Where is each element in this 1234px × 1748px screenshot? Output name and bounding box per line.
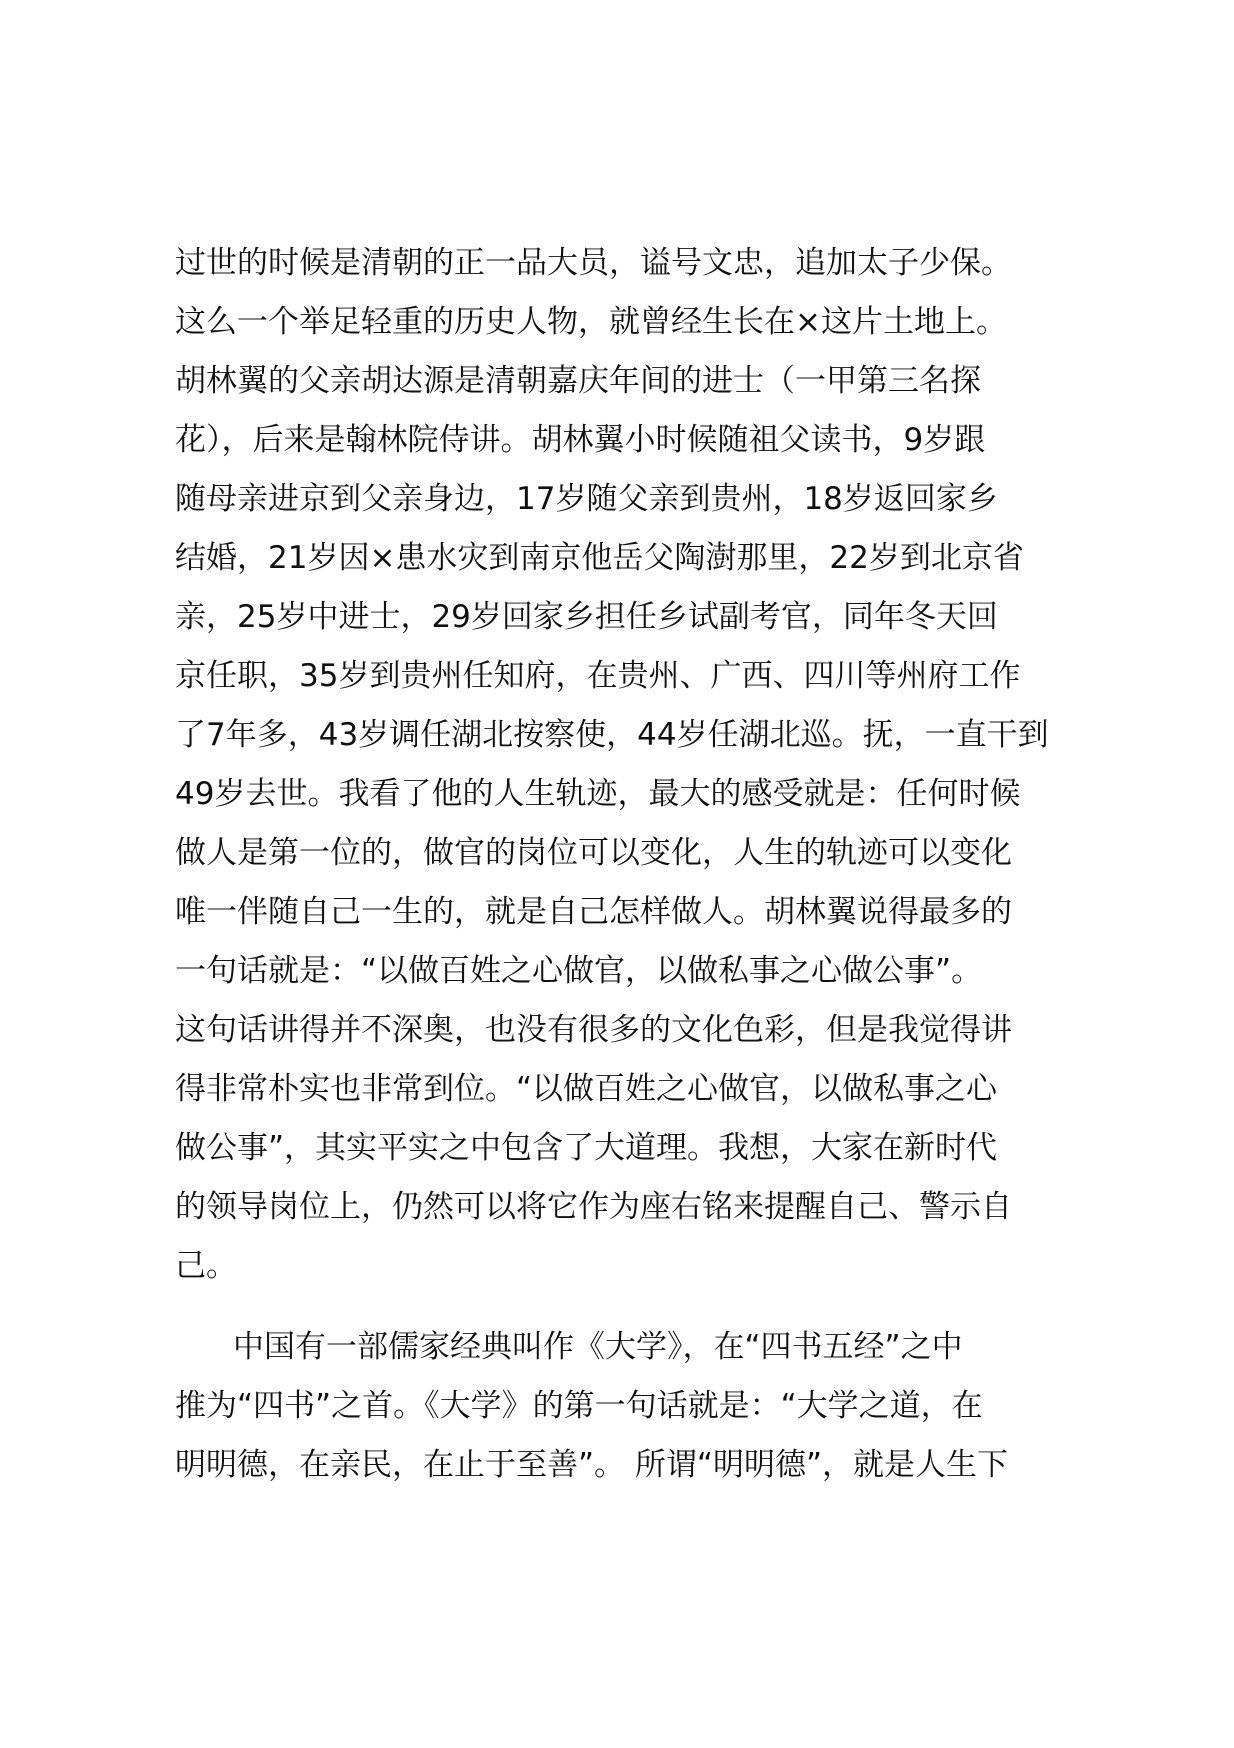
paragraph-2 xyxy=(175,1318,1110,1495)
text-line: 得非常朴实也非常到位。“以做百姓之心做官，以做私事之心 xyxy=(175,1071,998,1107)
text-line: 明明德，在亲民，在止于至善”。 所谓“明明德”，就是人生下 xyxy=(175,1447,1009,1483)
text-line: 49岁去世。我看了他的人生轨迹，最大的感受就是：任何时候 xyxy=(175,776,1021,812)
text-line: 一句话就是：“以做百姓之心做官，以做私事之心做公事”。 xyxy=(175,953,983,989)
text-line: 胡林翼的父亲胡达源是清朝嘉庆年间的进士（一甲第三名探 xyxy=(175,363,981,399)
text-line: 做公事”，其实平实之中包含了大道理。我想，大家在新时代 xyxy=(175,1130,998,1166)
text-line: 花），后来是翰林院侍讲。胡林翼小时候随祖父读书，9岁跟 xyxy=(175,422,986,458)
text-line: 过世的时候是清朝的正一品大员，谥号文忠，追加太子少保。 xyxy=(175,245,1012,281)
text-line: 亲，25岁中进士，29岁回家乡担任乡试副考官，同年冬天回 xyxy=(175,599,998,635)
text-line: 这句话讲得并不深奥，也没有很多的文化色彩，但是我觉得讲 xyxy=(175,1012,1012,1048)
text-line: 京任职，35岁到贵州任知府，在贵州、广西、四川等州府工作 xyxy=(175,658,1021,694)
text-line: 了7年多，43岁调任湖北按察使，44岁任湖北巡。抚，一直干到 xyxy=(175,717,1049,753)
text-line: 推为“四书”之首。《大学》的第一句话就是：“大学之道，在 xyxy=(175,1388,983,1424)
text-line: 唯一伴随自己一生的，就是自己怎样做人。胡林翼说得最多的 xyxy=(175,894,1012,930)
document-body xyxy=(175,234,1110,1495)
text-line: 这么一个举足轻重的历史人物，就曾经生长在×这片土地上。 xyxy=(175,304,1007,340)
paragraph-1 xyxy=(175,234,1110,1296)
text-line: 结婚，21岁因×患水灾到南京他岳父陶澍那里，22岁到北京省 xyxy=(175,540,1024,576)
text-line: 中国有一部儒家经典叫作《大学》，在“四书五经”之中 xyxy=(233,1329,963,1365)
text-line: 己。 xyxy=(175,1248,237,1284)
text-line: 做人是第一位的，做官的岗位可以变化，人生的轨迹可以变化 xyxy=(175,835,1012,871)
text-line: 随母亲进京到父亲身边，17岁随父亲到贵州，18岁返回家乡 xyxy=(175,481,998,517)
paragraph-spacer xyxy=(175,1296,1110,1318)
text-line: 的领导岗位上，仍然可以将它作为座右铭来提醒自己、警示自 xyxy=(175,1189,1012,1225)
